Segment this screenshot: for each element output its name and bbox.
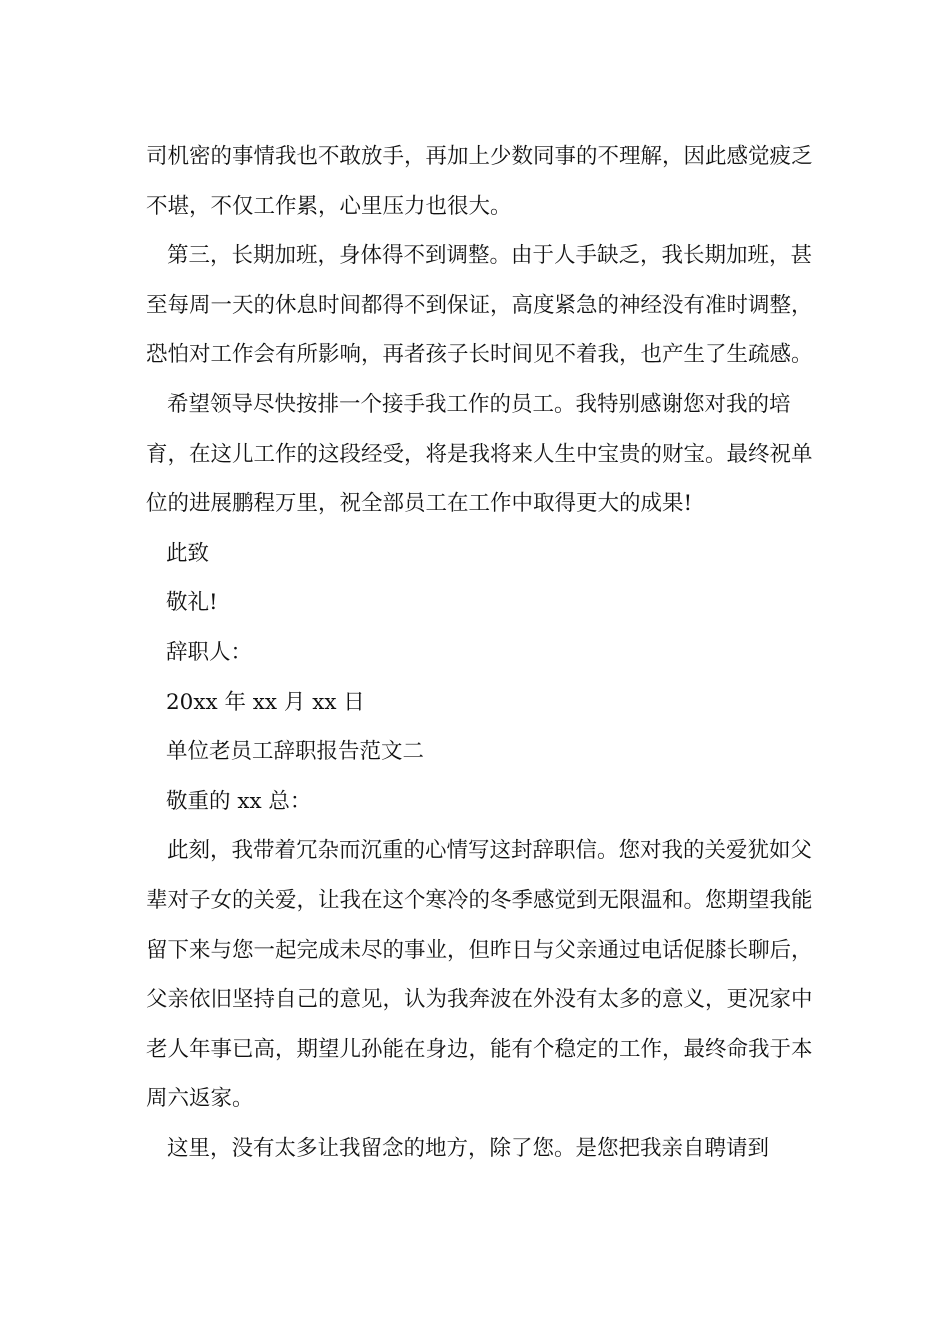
document-body [146,132,826,1173]
date-line: 20xx 年 xx 月 xx 日 [166,689,365,715]
greeting: 敬重的 xx 总： [166,788,312,814]
paragraph-request: 希望领导尽快按排一个接手我工作的员工。我特别感谢您对我的培育，在这儿工作的这段经受，将是我将来人生中宝贵的财宝。最终祝单位的进展鹏程万里，祝全部员工在工作中取得更大的成果! [146,391,813,517]
closing-regards: 敬礼! [166,590,218,616]
paragraph-reason: 此刻，我带着冗杂而沉重的心情写这封辞职信。您对我的关爱犹如父辈对子女的关爱，让我在这个寒冷的冬季感觉到无限温和。您期望我能留下来与您一起完成未尽的事业，但昨日与父亲通过电话促膝长聊后，父亲依旧坚持自己的意见，认为我奔波在外没有太多的意义，更况家中老人年事已高，期望儿孙能在身边，能有个稳定的工作，最终命我于本周六返家。 [146,838,813,1112]
section-title: 单位老员工辞职报告范文二 [166,739,425,765]
paragraph-gratitude: 这里，没有太多让我留念的地方，除了您。是您把我亲自聘请到 [167,1135,770,1161]
signature-label: 辞职人： [166,639,253,665]
closing-salutation: 此致 [166,540,210,566]
paragraph-overtime: 第三，长期加班，身体得不到调整。由于人手缺乏，我长期加班，甚至每周一天的休息时间都得不到保证，高度紧急的神经没有准时调整，恐怕对工作会有所影响，再者孩子长时间见不着我，也产生了生疏感。 [146,243,813,368]
paragraph-continuation: 司机密的事情我也不敢放手，再加上少数同事的不理解，因此感觉疲乏不堪，不仅工作累，心里压力也很大。 [146,144,813,219]
